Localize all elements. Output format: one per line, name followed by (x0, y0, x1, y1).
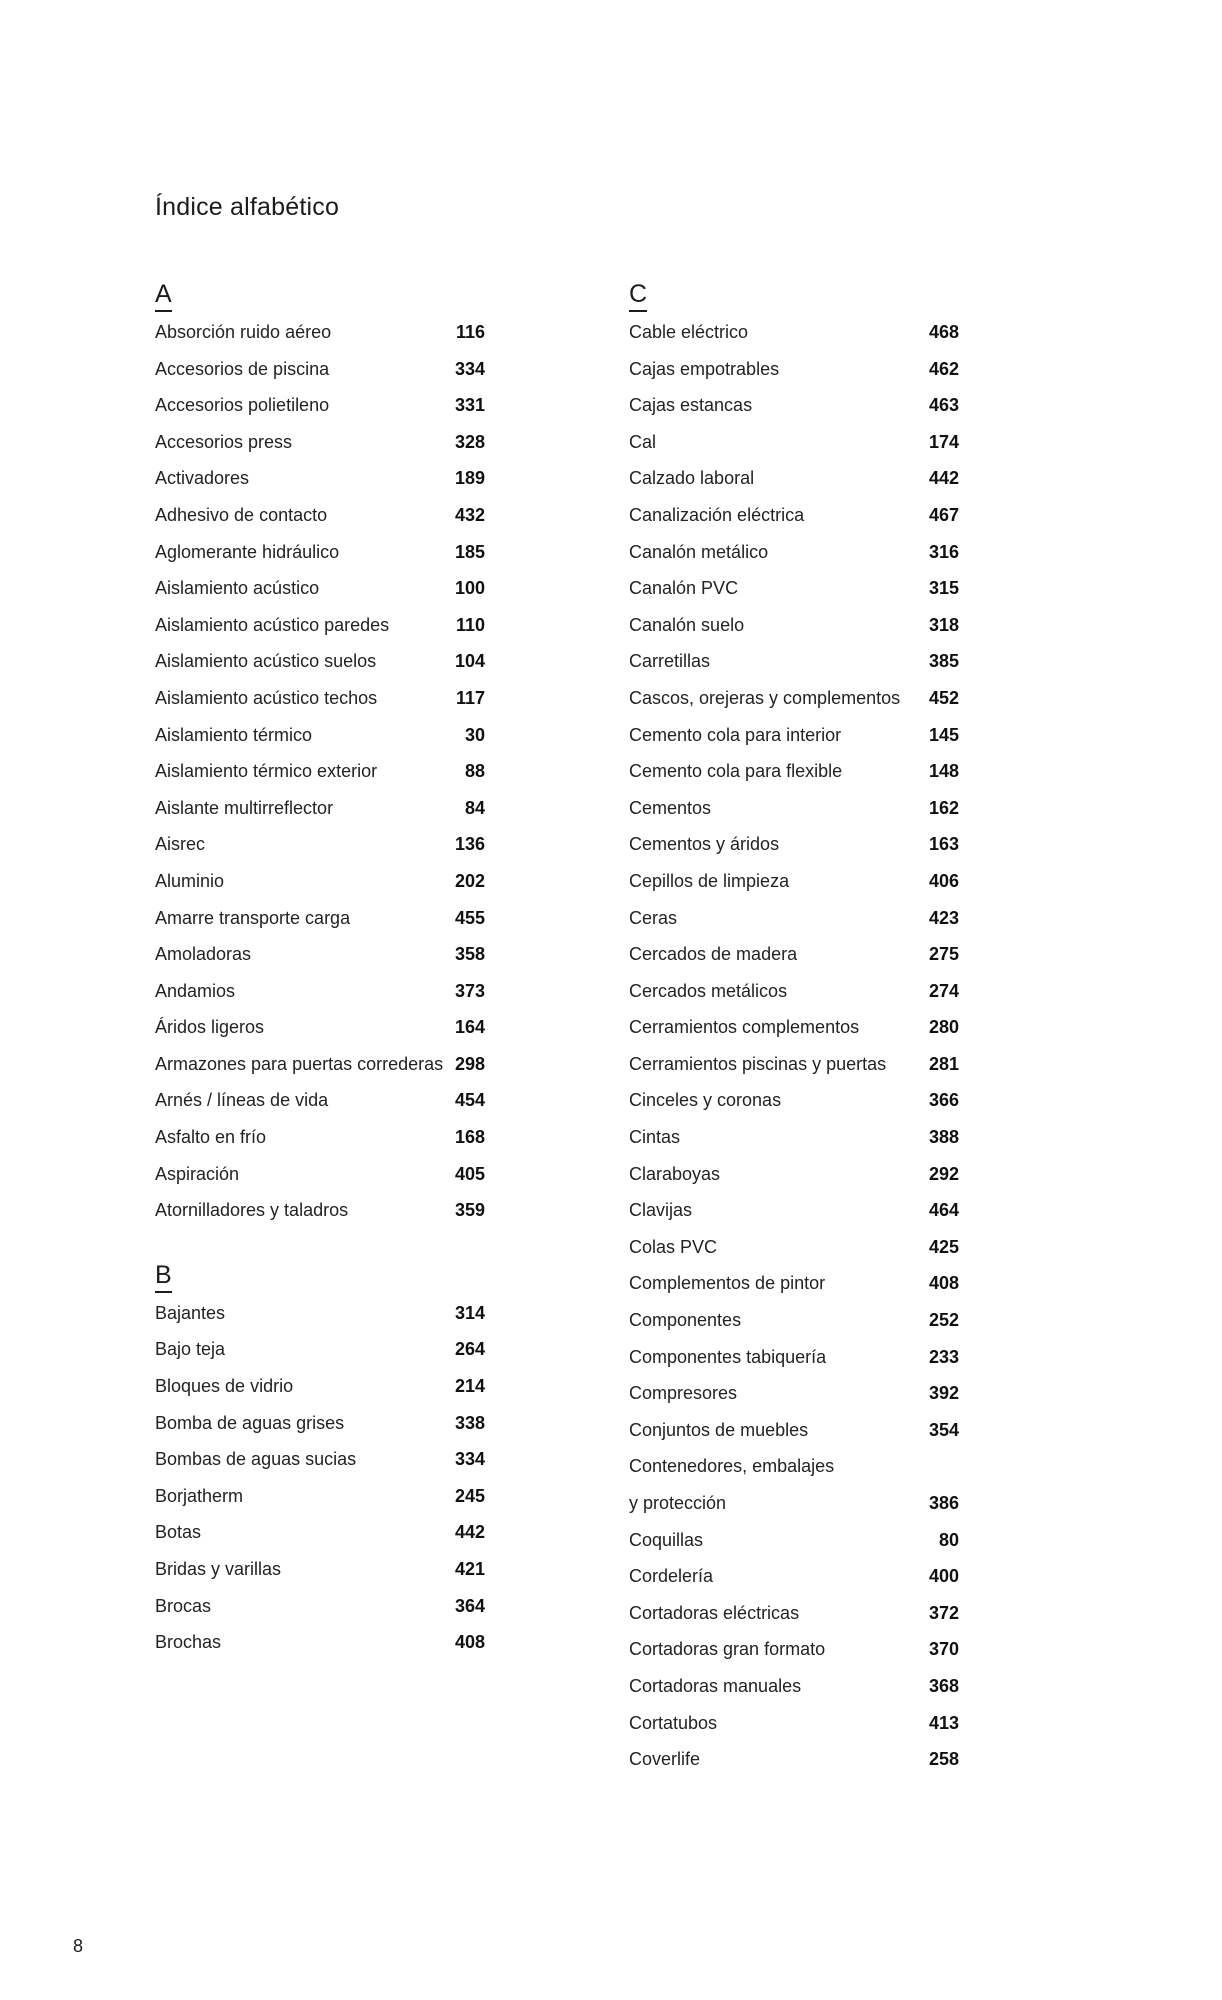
index-entry (629, 1631, 959, 1668)
index-entry (155, 1331, 485, 1368)
index-entry (629, 680, 959, 717)
entry-term: Canalón PVC (629, 578, 739, 599)
entry-term: Cinceles y coronas (629, 1090, 782, 1111)
entry-page: 464 (928, 1200, 959, 1221)
entry-term: Cordelería (629, 1566, 714, 1587)
entry-term: Arnés / líneas de vida (155, 1090, 329, 1111)
index-entry (155, 1514, 485, 1551)
entry-page: 104 (454, 651, 485, 672)
index-entry (155, 1405, 485, 1442)
index-column-left (155, 280, 485, 1661)
entry-term: Coquillas (629, 1529, 704, 1550)
index-entry (629, 1192, 959, 1229)
index-entry (629, 1375, 959, 1412)
entry-page: 408 (928, 1273, 959, 1294)
entry-page: 423 (928, 907, 959, 928)
entry-page: 413 (928, 1712, 959, 1733)
index-entry (155, 534, 485, 571)
entry-term: Amarre transporte carga (155, 907, 351, 928)
entry-term: Borjatherm (155, 1485, 244, 1506)
entry-term: Accesorios press (155, 431, 293, 452)
section-letter: C (629, 280, 647, 312)
entry-term: Activadores (155, 468, 250, 489)
entry-term: Absorción ruido aéreo (155, 322, 332, 342)
entry-page: 359 (454, 1200, 485, 1221)
entry-term: Cortadoras manuales (629, 1675, 802, 1696)
entry-term: Aislante multirreflector (155, 797, 334, 818)
entry-term: y protección (629, 1493, 727, 1513)
entry-page: 298 (454, 1053, 485, 1074)
index-entry (629, 1522, 959, 1559)
entry-term: Adhesivo de contacto (155, 504, 328, 525)
entry-term: Cal (629, 431, 657, 452)
entry-page: 442 (928, 468, 959, 489)
entry-term: Bajo teja (155, 1339, 226, 1360)
entry-term: Aislamiento acústico suelos (155, 651, 377, 672)
entry-page: 358 (454, 944, 485, 965)
entry-page: 318 (928, 614, 959, 635)
entry-page: 334 (454, 358, 485, 379)
index-entry (155, 753, 485, 790)
entry-page: 455 (454, 907, 485, 928)
entry-page: 468 (928, 322, 959, 342)
index-entry (629, 1485, 959, 1522)
index-entry (155, 1368, 485, 1405)
entry-page: 274 (928, 980, 959, 1001)
entry-page: 116 (455, 322, 485, 342)
index-entry (629, 424, 959, 461)
entry-page: 245 (454, 1485, 485, 1506)
entry-page: 405 (454, 1163, 485, 1184)
entry-page: 214 (454, 1376, 485, 1397)
entry-term: Bomba de aguas grises (155, 1412, 345, 1433)
entry-page: 316 (928, 541, 959, 562)
entry-term: Aluminio (155, 870, 225, 891)
index-entry (155, 1046, 485, 1083)
entry-page: 164 (454, 1017, 485, 1038)
entry-term: Ceras (629, 907, 678, 928)
index-entry (629, 351, 959, 388)
entry-term: Claraboyas (629, 1163, 721, 1184)
entry-page: 148 (928, 761, 959, 782)
entry-page: 366 (928, 1090, 959, 1111)
index-entry (155, 717, 485, 754)
entry-page: 185 (454, 541, 485, 562)
entry-page: 252 (928, 1310, 959, 1331)
index-entry (629, 1302, 959, 1339)
entry-page: 442 (454, 1522, 485, 1543)
index-section-a (155, 280, 485, 1229)
entry-term: Cable eléctrico (629, 322, 749, 342)
index-entry (629, 863, 959, 900)
index-entry (629, 1009, 959, 1046)
index-entry (629, 1448, 959, 1485)
entry-term: Andamios (155, 980, 236, 1001)
entry-term: Canalón suelo (629, 614, 745, 635)
entry-page: 281 (928, 1053, 959, 1074)
entry-term: Cortadoras gran formato (629, 1639, 826, 1660)
entry-page: 264 (454, 1339, 485, 1360)
index-entry (629, 973, 959, 1010)
entry-page: 314 (454, 1302, 485, 1323)
entry-term: Componentes tabiquería (629, 1346, 827, 1367)
entry-page: 88 (464, 761, 485, 782)
index-entry (155, 1082, 485, 1119)
entry-page: 454 (454, 1090, 485, 1111)
entry-page: 364 (454, 1595, 485, 1616)
entry-page: 163 (928, 834, 959, 855)
entry-term: Calzado laboral (629, 468, 755, 489)
entry-term: Aglomerante hidráulico (155, 541, 340, 562)
entry-term: Compresores (629, 1383, 738, 1404)
index-entry (629, 607, 959, 644)
entry-page: 408 (454, 1632, 485, 1653)
index-entry (629, 1082, 959, 1119)
index-section-b (155, 1261, 485, 1661)
entry-page: 386 (928, 1493, 959, 1513)
entry-term: Cascos, orejeras y complementos (629, 687, 901, 708)
entry-term: Cajas estancas (629, 395, 753, 416)
entry-page: 202 (454, 870, 485, 891)
index-entry (629, 1119, 959, 1156)
entry-term: Bombas de aguas sucias (155, 1449, 357, 1470)
entry-term: Cerramientos complementos (629, 1017, 860, 1038)
index-column-right (629, 280, 959, 1778)
index-entry (629, 790, 959, 827)
index-entry (155, 1478, 485, 1515)
entry-page: 117 (455, 687, 485, 708)
index-entry (629, 1265, 959, 1302)
entry-term: Componentes (629, 1310, 742, 1331)
index-entry (155, 790, 485, 827)
entry-term: Atornilladores y taladros (155, 1200, 349, 1221)
entry-page: 258 (928, 1749, 959, 1770)
entry-term: Aislamiento térmico (155, 724, 313, 745)
index-entry (155, 1588, 485, 1625)
index-entry (155, 1551, 485, 1588)
entry-page: 400 (928, 1566, 959, 1587)
entry-term: Bloques de vidrio (155, 1376, 294, 1397)
entry-term: Accesorios de piscina (155, 358, 330, 379)
entry-term: Cepillos de limpieza (629, 870, 790, 891)
index-entry (155, 973, 485, 1010)
section-letter: A (155, 280, 172, 312)
entry-page: 110 (455, 614, 485, 635)
index-entry (155, 1009, 485, 1046)
index-entry (155, 351, 485, 388)
index-entry (155, 680, 485, 717)
entry-term: Aislamiento acústico paredes (155, 614, 390, 635)
entry-page: 338 (454, 1412, 485, 1433)
entry-page: 233 (928, 1346, 959, 1367)
index-entry (155, 1156, 485, 1193)
index-entry (629, 826, 959, 863)
entry-term: Aislamiento térmico exterior (155, 761, 378, 782)
entry-page: 168 (454, 1127, 485, 1148)
entry-term: Cementos (629, 797, 712, 818)
index-entry (155, 826, 485, 863)
page-title: Índice alfabético (155, 192, 340, 221)
entry-page: 280 (928, 1017, 959, 1038)
entry-page: 315 (928, 578, 959, 599)
entry-page: 432 (454, 504, 485, 525)
entry-page: 370 (928, 1639, 959, 1660)
entry-term: Canalización eléctrica (629, 504, 805, 525)
index-entry (629, 1156, 959, 1193)
entry-page: 392 (928, 1383, 959, 1404)
entry-term: Colas PVC (629, 1236, 718, 1257)
index-entry (629, 1339, 959, 1376)
entry-term: Bajantes (155, 1302, 226, 1323)
index-entry (155, 1441, 485, 1478)
entry-term: Brocas (155, 1595, 212, 1616)
index-entry (629, 1595, 959, 1632)
entry-page: 463 (928, 395, 959, 416)
index-entry (155, 863, 485, 900)
entry-page: 354 (928, 1419, 959, 1440)
entry-page: 30 (464, 724, 485, 745)
index-entry (629, 753, 959, 790)
entry-term: Cercados metálicos (629, 980, 788, 1001)
index-entry (155, 936, 485, 973)
entry-term: Accesorios polietileno (155, 395, 330, 416)
entry-term: Cortatubos (629, 1712, 718, 1733)
index-entry (629, 1412, 959, 1449)
index-entry (155, 1624, 485, 1661)
index-entry (629, 900, 959, 937)
index-entry (155, 314, 485, 351)
index-entry (629, 936, 959, 973)
index-entry (629, 1229, 959, 1266)
entry-term: Asfalto en frío (155, 1127, 267, 1148)
index-section-c (629, 280, 959, 1778)
index-entry (155, 1192, 485, 1229)
entry-page: 462 (928, 358, 959, 379)
index-entry (629, 1558, 959, 1595)
entry-page: 84 (464, 797, 485, 818)
entry-term: Clavijas (629, 1200, 693, 1221)
entry-page: 425 (928, 1236, 959, 1257)
entry-page: 136 (454, 834, 485, 855)
entry-term: Áridos ligeros (155, 1017, 265, 1038)
entry-page: 100 (454, 578, 485, 599)
entry-term: Cortadoras eléctricas (629, 1602, 800, 1623)
index-entry (629, 314, 959, 351)
index-entry (629, 1668, 959, 1705)
index-entry (629, 1046, 959, 1083)
index-entry (629, 570, 959, 607)
entry-term: Armazones para puertas correderas (155, 1053, 444, 1074)
entry-term: Cajas empotrables (629, 358, 780, 379)
index-entry (155, 497, 485, 534)
entry-term: Contenedores, embalajes (629, 1456, 835, 1477)
index-entry (629, 643, 959, 680)
section-letter: B (155, 1261, 172, 1293)
index-entry (629, 460, 959, 497)
entry-term: Cementos y áridos (629, 834, 780, 855)
index-entry (155, 900, 485, 937)
entry-term: Canalón metálico (629, 541, 769, 562)
entry-term: Botas (155, 1522, 202, 1543)
index-entry (155, 387, 485, 424)
page-number: 8 (73, 1936, 84, 1956)
index-entry (629, 717, 959, 754)
index-entry (155, 607, 485, 644)
index-entry (155, 460, 485, 497)
entry-term: Coverlife (629, 1749, 701, 1770)
entry-page: 388 (928, 1127, 959, 1148)
entry-page: 292 (928, 1163, 959, 1184)
index-entry (155, 570, 485, 607)
entry-term: Aislamiento acústico (155, 578, 320, 599)
entry-term: Cintas (629, 1127, 681, 1148)
entry-term: Cercados de madera (629, 944, 798, 965)
entry-page: 467 (928, 504, 959, 525)
entry-page: 373 (454, 980, 485, 1001)
entry-term: Aisrec (155, 834, 206, 855)
entry-page: 174 (928, 431, 959, 452)
index-entry (629, 497, 959, 534)
entry-term: Complementos de pintor (629, 1273, 826, 1294)
entry-page: 368 (928, 1675, 959, 1696)
entry-page: 421 (454, 1559, 485, 1579)
entry-page: 328 (454, 431, 485, 452)
entry-term: Cemento cola para interior (629, 724, 842, 745)
index-entry (629, 387, 959, 424)
entry-term: Conjuntos de muebles (629, 1419, 809, 1440)
entry-page: 80 (938, 1529, 959, 1550)
entry-page: 189 (454, 468, 485, 489)
index-entry (155, 1295, 485, 1332)
index-entry (629, 1741, 959, 1778)
entry-term: Brochas (155, 1632, 222, 1653)
entry-page: 372 (928, 1602, 959, 1623)
entry-term: Aspiración (155, 1163, 240, 1184)
index-entry (629, 1705, 959, 1742)
entry-page: 406 (928, 870, 959, 891)
index-entry (155, 643, 485, 680)
entry-page: 331 (454, 395, 485, 416)
entry-page: 334 (454, 1449, 485, 1470)
entry-term: Carretillas (629, 651, 711, 672)
entry-page: 162 (928, 797, 959, 818)
entry-term: Bridas y varillas (155, 1559, 282, 1579)
entry-term: Aislamiento acústico techos (155, 687, 378, 708)
entry-page: 145 (928, 724, 959, 745)
entry-page: 385 (928, 651, 959, 672)
index-entry (155, 1119, 485, 1156)
index-entry (155, 424, 485, 461)
entry-term: Cerramientos piscinas y puertas (629, 1053, 887, 1074)
entry-term: Cemento cola para flexible (629, 761, 843, 782)
entry-page: 452 (928, 687, 959, 708)
index-entry (629, 534, 959, 571)
entry-page: 275 (928, 944, 959, 965)
entry-term: Amoladoras (155, 944, 252, 965)
